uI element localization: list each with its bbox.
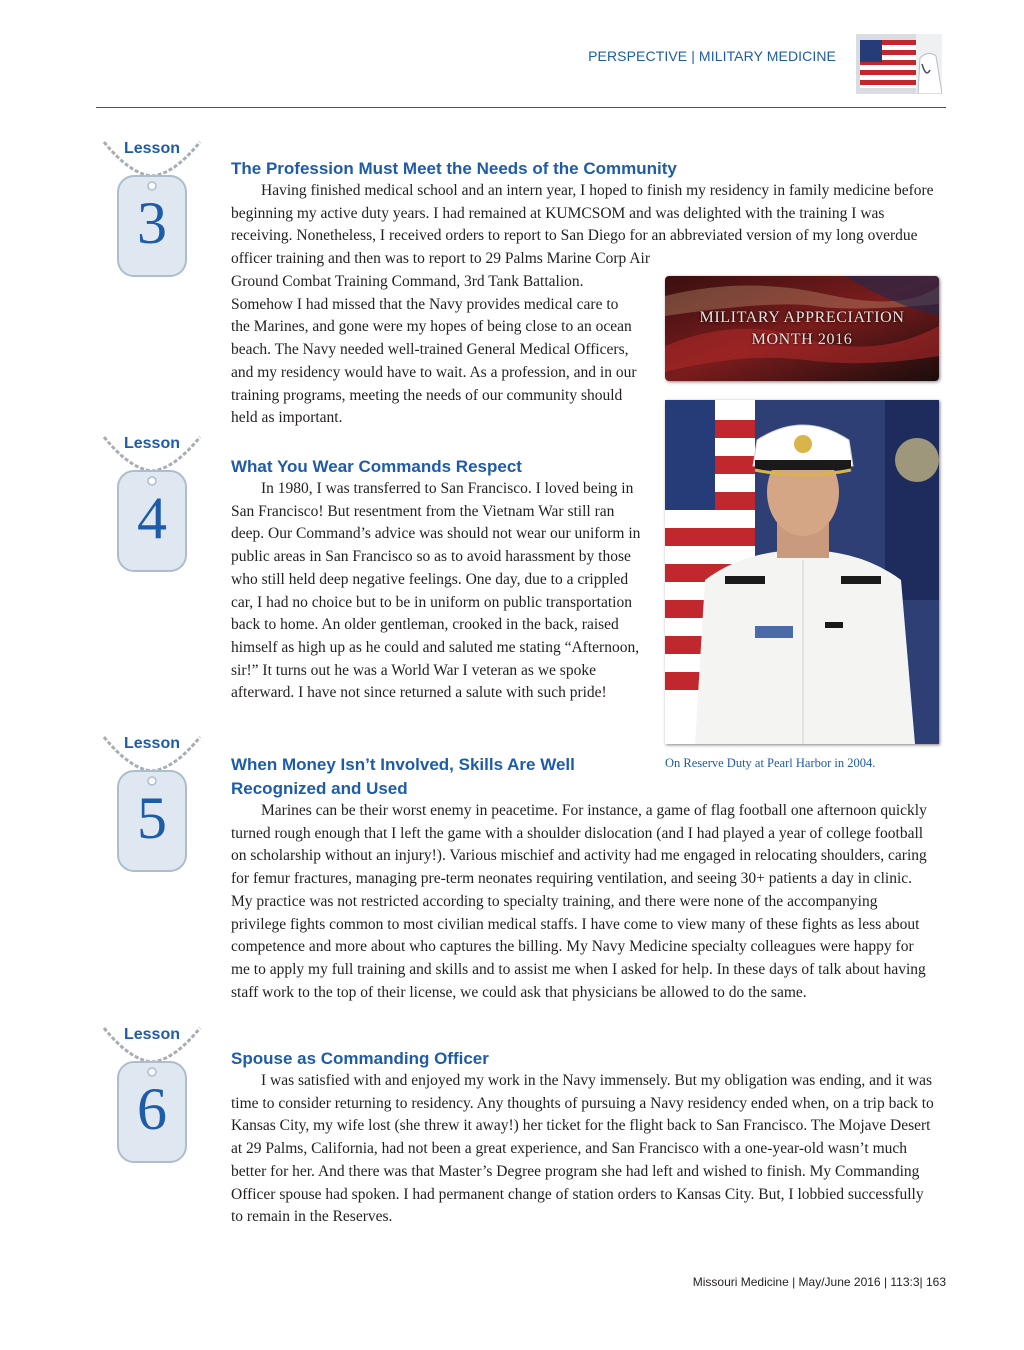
banner-flag-background (665, 276, 939, 381)
lesson-number: 5 (137, 785, 167, 851)
lesson-5-heading-line-1: When Money Isn’t Involved, Skills Are Well (231, 755, 575, 774)
header-physician (916, 34, 942, 94)
lesson-5-paragraph: Marines can be their worst enemy in peacetime. For instance, a game of flag football one afternoon quickly turned rough enough that I left the game with a shoulder dislocation (and I had played a year of college football on scholarship without an injury!). Various mischief and activity had me engaged in relocating shoulders, caring for femur fractures, managing pre-term neonates requiring ventilation, and seeing 30+ patients a day in clinic. My practice was not restricted according to specialty training, and there were none of the accompanying privilege fights common to most civilian medical staffs. I have come to view many of these fights as less about competence and more about who captures the billing. My Navy Medicine specialty colleagues were happy for me to apply my full training and skills and to assist me when I asked for help. In these days of talk about having staff work to the top of their license, we could ask that physicians be allowed to do the same. (231, 802, 927, 1001)
lesson-4-heading: What You Wear Commands Respect (231, 457, 522, 476)
lesson-3-heading: The Profession Must Meet the Needs of the Community (231, 159, 677, 178)
header-flag (860, 40, 916, 88)
lesson-number: 4 (137, 485, 167, 551)
lesson-5-tag (100, 735, 204, 875)
lesson-6-heading: Spouse as Commanding Officer (231, 1049, 489, 1068)
lesson-6-paragraph: I was satisfied with and enjoyed my work in the Navy immensely. But my obligation was ending, and it was time to consider returning to residency. Any thoughts of pursuing a Navy residency ended when, on a trip back to Kansas City, my wife lost (she threw it away!) her ticket for the flight back to San Francisco. The Mojave Desert at 29 Palms, California, had not been a great experience, and San Francisco with a one-year-old wasn’t much better for her. And there was that Master’s Degree program she had left and wished to finish. My Commanding Officer spouse had spoken. I had permanent change of station orders to Kansas City. But, I lobbied successfully to remain in the Reserves. (231, 1072, 934, 1226)
lesson-label: Lesson (123, 140, 180, 157)
running-header-title: PERSPECTIVE | MILITARY MEDICINE (588, 48, 836, 64)
lesson-5-heading-line-2: Recognized and Used (231, 779, 408, 798)
lesson-label: Lesson (123, 435, 180, 452)
banner-line-2: MONTH 2016 (751, 331, 853, 348)
lesson-3-paragraph-2: Ground Combat Training Command, 3rd Tank Battalion. Somehow I had missed that the Navy provides medical care to the Marines, and gone were my hopes of being close to an ocean beach. The Navy needed well-trained General Medical Officers, and my residency would have to wait. As a profession, and in our training programs, meeting the needs of our community should held as important. (231, 273, 637, 427)
military-appreciation-banner (665, 276, 939, 381)
banner-line-1: MILITARY APPRECIATION (699, 309, 905, 326)
page-footer: Missouri Medicine | May/June 2016 | 113:3| 163 (692, 1275, 946, 1289)
portrait-navy-flag (885, 400, 939, 600)
lesson-number: 3 (137, 190, 167, 256)
header-divider (96, 107, 946, 108)
lesson-label: Lesson (123, 735, 180, 752)
lesson-label: Lesson (123, 1026, 180, 1043)
lesson-3-tag (100, 140, 204, 280)
flag-and-physician-icon (856, 34, 942, 94)
lesson-4-tag (100, 435, 204, 575)
lesson-number: 6 (137, 1076, 167, 1142)
navy-officer-portrait (665, 400, 939, 744)
lesson-6-tag (100, 1026, 204, 1166)
lesson-4-paragraph: In 1980, I was transferred to San Francisco. I loved being in San Francisco! But resentment from the Vietnam War still ran deep. Our Command’s advice was should not wear our uniform in public areas in San Francisco so as to avoid harassment by those who still held deep negative feelings. One day, due to a crippled car, I had no choice but to be in uniform on public transportation back to home. An older gentleman, crooked in the back, raised himself as high up as he could and saluted me stating “Afternoon, sir!” It turns out he was a World War I veteran as we spoke afterward. I have not since returned a salute with such pride! (231, 480, 641, 702)
portrait-caption: On Reserve Duty at Pearl Harbor in 2004. (665, 756, 876, 770)
lesson-3-paragraph-1: Having finished medical school and an intern year, I hoped to finish my residency in family medicine before beginning my active duty years. I had remained at KUMCSOM and was delighted with the training I was receiving. Nonetheless, I received orders to report to San Diego for an abbreviated version of my long overdue officer training and then was to report to 29 Palms Marine Corp Air (231, 182, 934, 268)
